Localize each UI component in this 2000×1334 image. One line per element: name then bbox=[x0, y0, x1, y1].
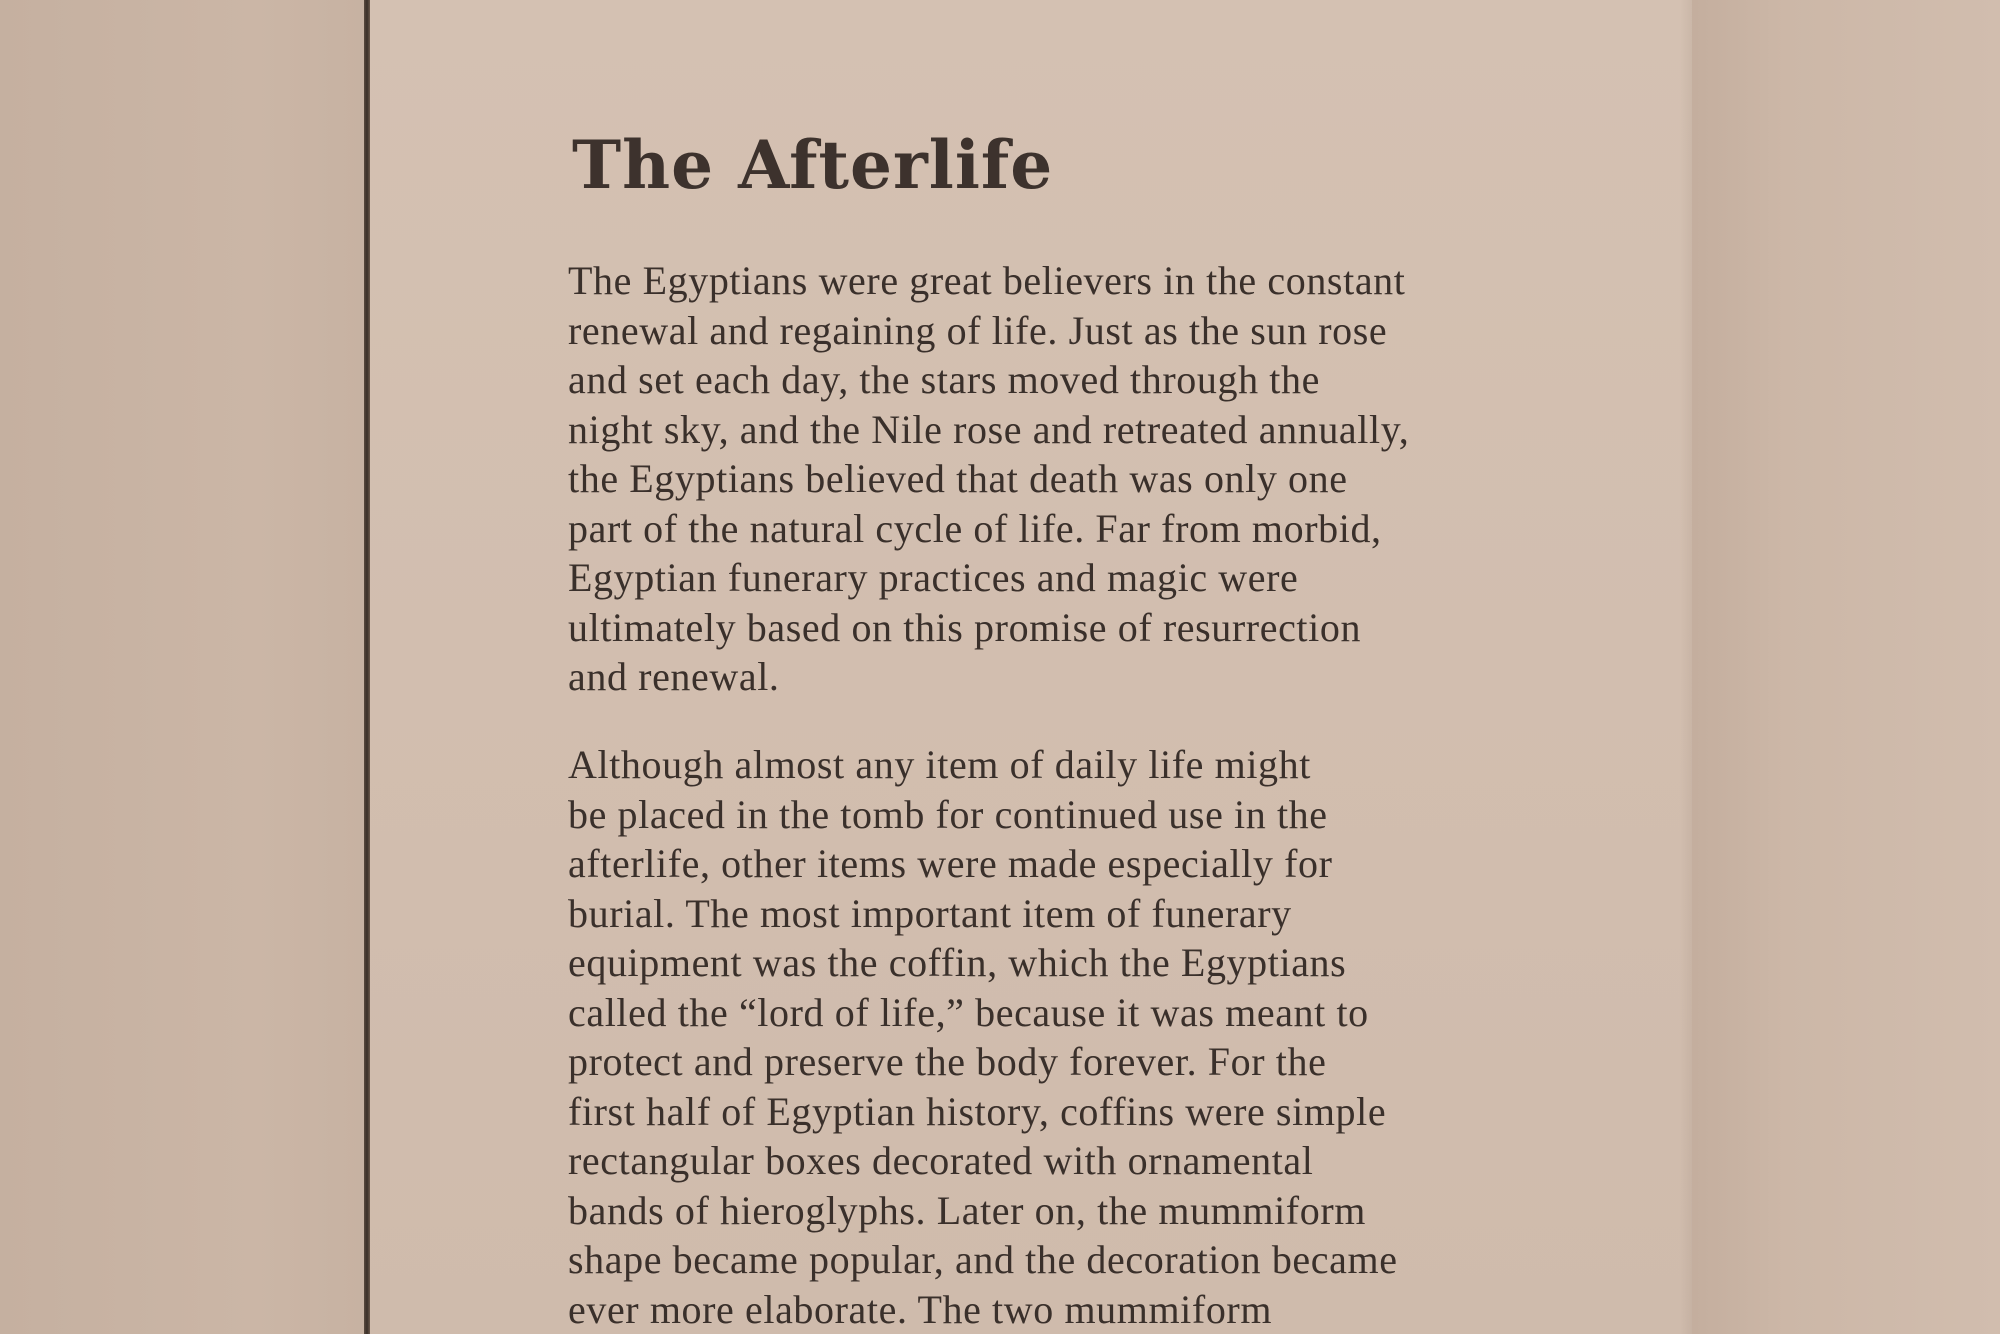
text-line: Although almost any item of daily life might bbox=[568, 742, 1311, 787]
text-line: afterlife, other items were made especially for bbox=[568, 841, 1333, 886]
paragraph-1 bbox=[568, 256, 1409, 702]
panel-title: The Afterlife bbox=[572, 126, 1054, 204]
text-line: equipment was the coffin, which the Egyptians bbox=[568, 940, 1347, 985]
text-line: and renewal. bbox=[568, 654, 780, 699]
text-line: The Egyptians were great believers in the constant bbox=[568, 258, 1406, 303]
text-line: protect and preserve the body forever. For the bbox=[568, 1039, 1327, 1084]
text-line: ultimately based on this promise of resurrection bbox=[568, 604, 1362, 650]
text-line: renewal and regaining of life. Just as the sun rose bbox=[568, 307, 1388, 353]
text-line: Egyptian funerary practices and magic were bbox=[568, 555, 1299, 600]
text-line: first half of Egyptian history, coffins were simple bbox=[568, 1088, 1387, 1134]
text-line: part of the natural cycle of life. Far from morbid, bbox=[568, 505, 1382, 551]
text-line: rectangular boxes decorated with ornamental bbox=[568, 1138, 1314, 1183]
text-line: shape became popular, and the decoration became bbox=[568, 1237, 1398, 1282]
text-line: called the “lord of life,” because it was meant to bbox=[568, 989, 1369, 1035]
text-line: bands of hieroglyphs. Later on, the mummiform bbox=[568, 1187, 1366, 1233]
gallery-wall-left bbox=[0, 0, 364, 1334]
gallery-wall-right bbox=[1692, 0, 2000, 1334]
paragraph-2 bbox=[568, 740, 1398, 1334]
text-line: and set each day, the stars moved through the bbox=[568, 357, 1320, 402]
text-line: the Egyptians believed that death was only one bbox=[568, 456, 1348, 501]
text-line: night sky, and the Nile rose and retreated annually, bbox=[568, 406, 1410, 452]
text-line: ever more elaborate. The two mummiform bbox=[568, 1286, 1273, 1332]
text-line: be placed in the tomb for continued use in the bbox=[568, 791, 1328, 837]
text-line: burial. The most important item of funerary bbox=[568, 890, 1292, 936]
